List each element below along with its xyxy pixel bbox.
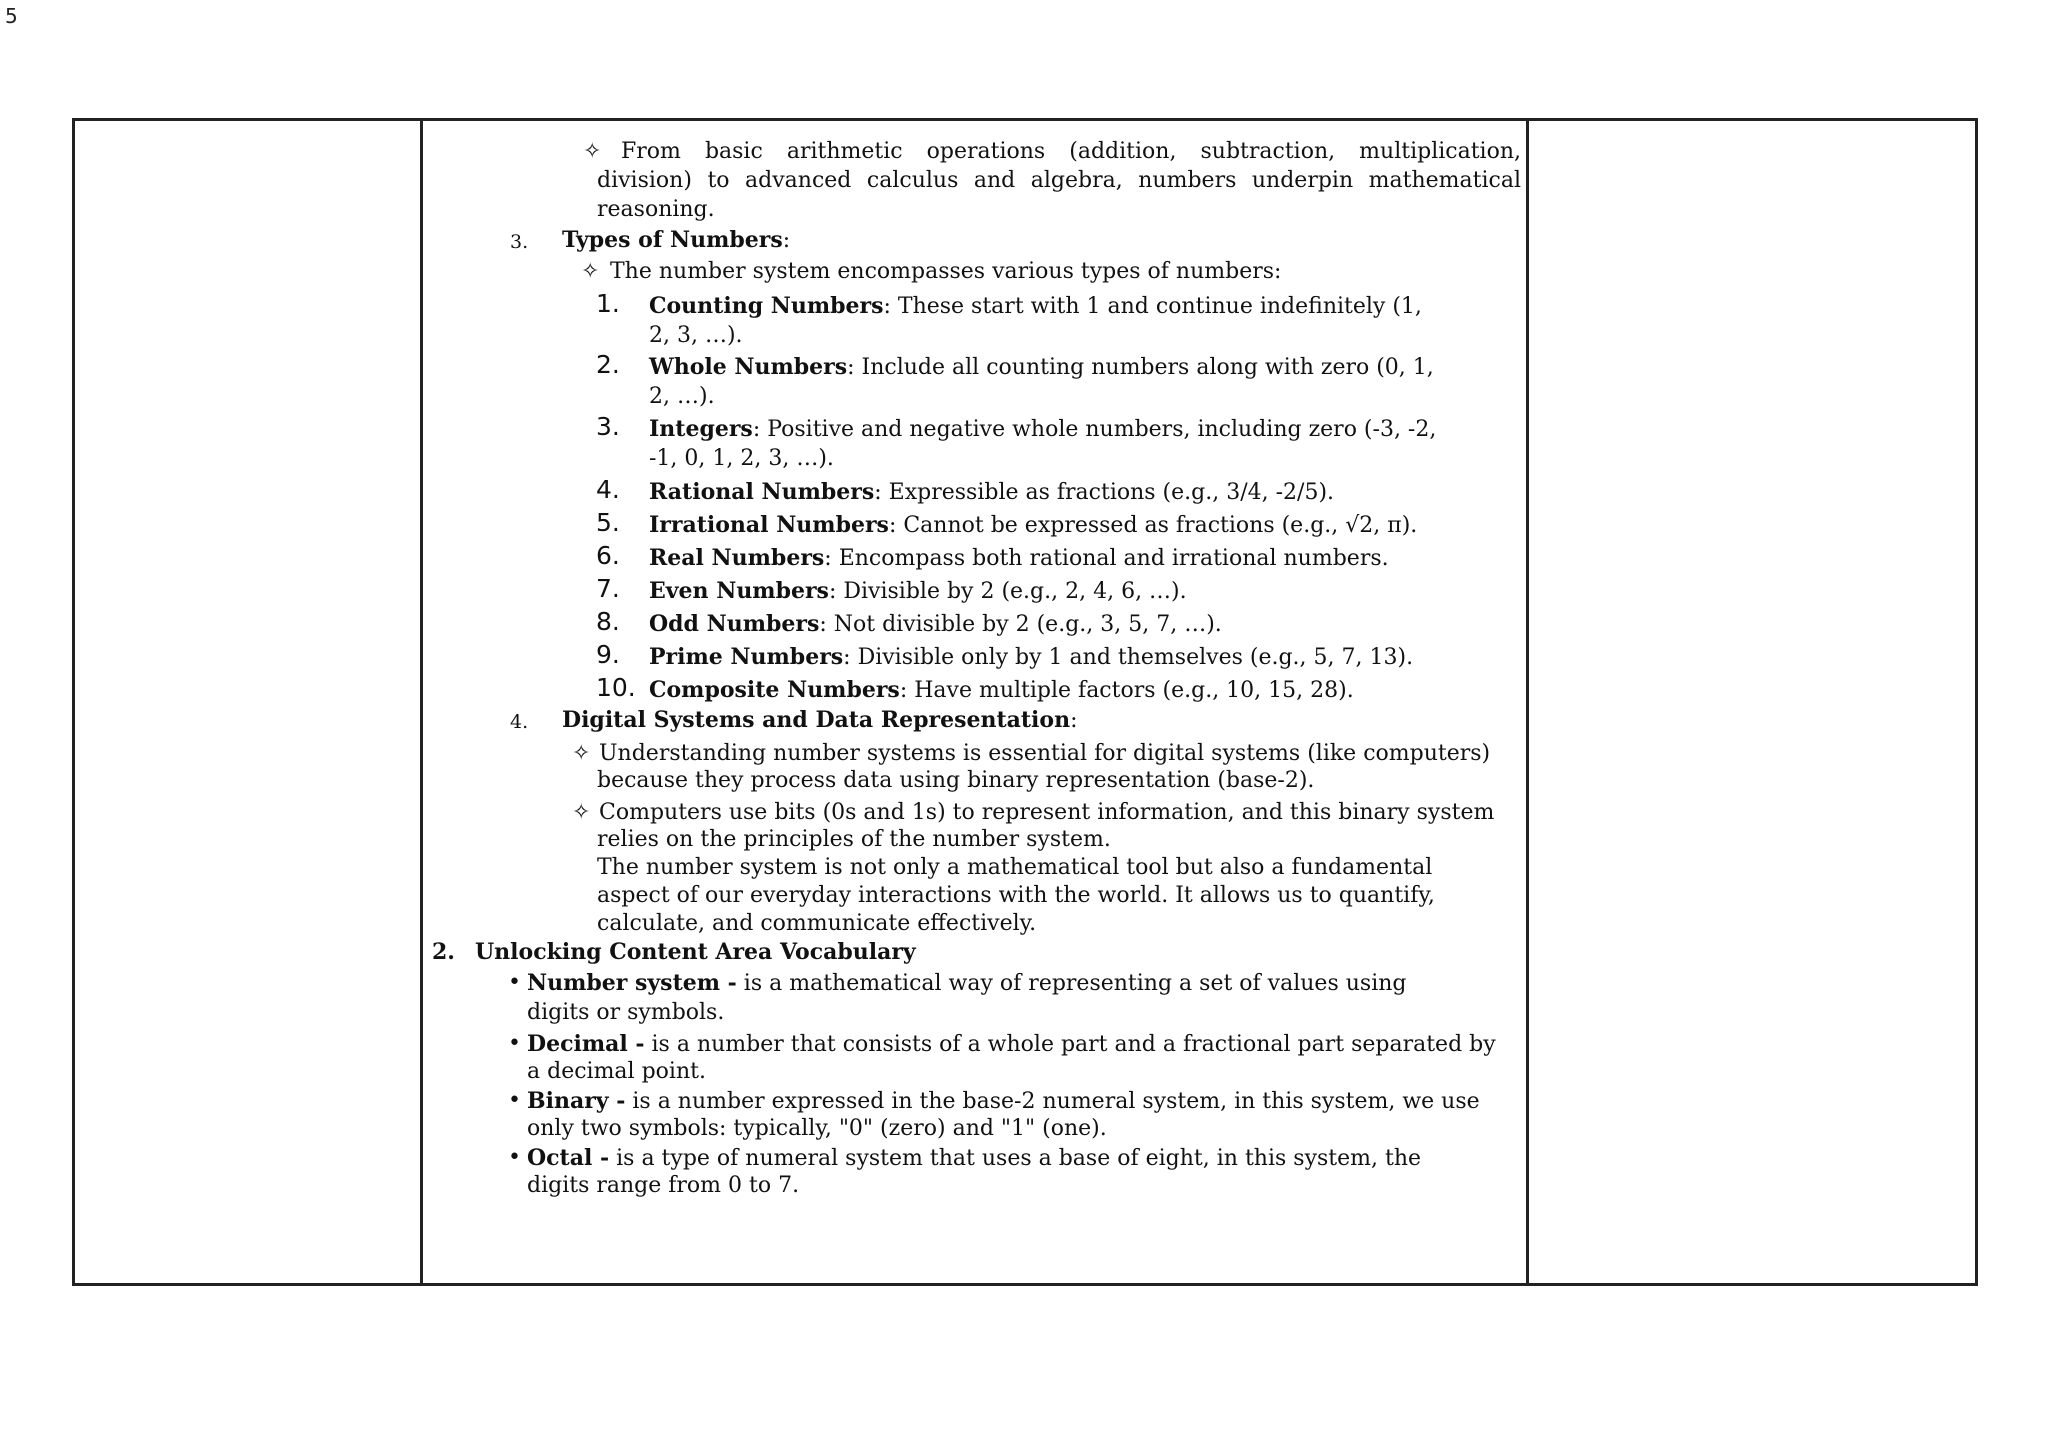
list-item-continuation: 2, …). (649, 384, 715, 409)
list-number: 8. (596, 607, 620, 636)
diamond-bullet-icon: ✧ (572, 800, 591, 825)
term: Integers (649, 416, 753, 442)
list-item-even-numbers (649, 577, 1187, 606)
word: (addition, (1069, 139, 1177, 164)
definition: : Divisible by 2 (e.g., 2, 4, 6, …). (828, 579, 1187, 604)
term: Number system - (527, 970, 737, 996)
section-3-number: 3. (510, 231, 529, 253)
list-number: 6. (596, 541, 620, 570)
word: numbers (1138, 168, 1237, 193)
closing-line-3: calculate, and communicate effectively. (597, 911, 1037, 936)
section-4-paragraph-1-cont: because they process data using binary representation (base-2). (597, 768, 1315, 793)
term: Real Numbers (649, 545, 825, 571)
term: Binary - (527, 1088, 626, 1114)
list-item-prime-numbers (649, 643, 1413, 672)
word: algebra, (1030, 168, 1123, 193)
closing-line-1: The number system is not only a mathematical tool but also a fundamental (597, 855, 1433, 880)
intro-line-1 (621, 138, 1521, 166)
list-item-continuation: 2, 3, …). (649, 323, 743, 348)
word: From (621, 139, 681, 164)
section-3-title: Types of Numbers (562, 227, 783, 253)
colon: : (1070, 708, 1078, 733)
bullet-icon: • (508, 1145, 521, 1170)
word: to (707, 168, 730, 193)
list-number: 7. (596, 574, 620, 603)
list-number: 4. (596, 475, 620, 504)
section-4-paragraph-1: Understanding number systems is essential for digital systems (like computers) (599, 741, 1491, 766)
intro-line-3: reasoning. (597, 197, 715, 222)
vocab-item-decimal (527, 1030, 1496, 1059)
vocab-item-continuation: only two symbols: typically, "0" (zero) and "1" (one). (527, 1116, 1107, 1141)
definition: : Divisible only by 1 and themselves (e.g., 5, 7, 13). (843, 645, 1414, 670)
list-number: 5. (596, 508, 620, 537)
definition: : Positive and negative whole numbers, including zero (-3, -2, (752, 417, 1437, 442)
word: operations (926, 139, 1046, 164)
vocab-item-number-system (527, 969, 1407, 998)
definition: : Not divisible by 2 (e.g., 3, 5, 7, …). (819, 612, 1222, 637)
section-4-title: Digital Systems and Data Representation (562, 707, 1071, 733)
term: Counting Numbers (649, 293, 884, 319)
vocab-section-title: Unlocking Content Area Vocabulary (475, 939, 916, 965)
closing-line-2: aspect of our everyday interactions with the world. It allows us to quantify, (597, 883, 1435, 908)
bullet-icon: • (508, 1031, 521, 1056)
vocab-section-number: 2. (432, 939, 455, 965)
definition: : Expressible as fractions (e.g., 3/4, -2/5). (874, 480, 1335, 505)
word: multiplication, (1359, 139, 1521, 164)
word: underpin (1251, 168, 1354, 193)
vocab-item-binary (527, 1087, 1480, 1116)
section-4-paragraph-2-cont: relies on the principles of the number system. (597, 827, 1111, 852)
section-4-number: 4. (510, 711, 529, 733)
list-item-composite-numbers (649, 676, 1354, 705)
word: subtraction, (1200, 139, 1336, 164)
section-4-heading (562, 706, 1078, 735)
page-number: 5 (5, 4, 18, 28)
diamond-bullet-icon: ✧ (581, 259, 600, 284)
definition: is a type of numeral system that uses a base of eight, in this system, the (609, 1146, 1422, 1171)
definition: : Cannot be expressed as fractions (e.g., √2, π). (888, 513, 1418, 538)
list-item-irrational-numbers (649, 511, 1417, 540)
list-item-whole-numbers (649, 353, 1434, 382)
list-item-integers (649, 415, 1436, 444)
term: Octal - (527, 1145, 610, 1171)
definition: is a number expressed in the base-2 numeral system, in this system, we use (625, 1089, 1480, 1114)
definition: : Include all counting numbers along with zero (0, 1, (847, 355, 1434, 380)
list-number: 9. (596, 640, 620, 669)
intro-line-2 (597, 167, 1521, 195)
section-3-heading (562, 226, 790, 255)
term: Even Numbers (649, 578, 829, 604)
term: Whole Numbers (649, 354, 848, 380)
diamond-bullet-icon: ✧ (583, 139, 602, 164)
term: Rational Numbers (649, 479, 875, 505)
list-item-real-numbers (649, 544, 1389, 573)
colon: : (782, 228, 791, 253)
column-divider-right (1526, 121, 1529, 1283)
column-divider-left (420, 121, 423, 1283)
list-number: 2. (596, 350, 620, 379)
list-item-counting-numbers (649, 292, 1422, 321)
diamond-bullet-icon: ✧ (572, 741, 591, 766)
word: advanced (745, 168, 852, 193)
definition: : Encompass both rational and irrational numbers. (824, 546, 1389, 571)
term: Irrational Numbers (649, 512, 889, 538)
list-item-continuation: -1, 0, 1, 2, 3, …). (649, 446, 834, 471)
term: Odd Numbers (649, 611, 820, 637)
list-number: 3. (596, 412, 620, 441)
word: mathematical (1368, 168, 1521, 193)
list-number: 10. (596, 673, 636, 702)
bullet-icon: • (508, 970, 521, 995)
definition: : Have multiple factors (e.g., 10, 15, 28). (899, 678, 1354, 703)
vocab-item-continuation: a decimal point. (527, 1059, 706, 1084)
word: basic (704, 139, 763, 164)
definition: : These start with 1 and continue indefinitely (1, (883, 294, 1422, 319)
bullet-icon: • (508, 1088, 521, 1113)
section-3-intro: The number system encompasses various types of numbers: (610, 259, 1282, 284)
term: Composite Numbers (649, 677, 900, 703)
word: and (973, 168, 1016, 193)
list-item-odd-numbers (649, 610, 1222, 639)
section-4-paragraph-2: Computers use bits (0s and 1s) to represent information, and this binary system (599, 800, 1495, 825)
word: calculus (866, 168, 959, 193)
vocab-item-octal (527, 1144, 1421, 1173)
term: Decimal - (527, 1031, 645, 1057)
term: Prime Numbers (649, 644, 844, 670)
definition: is a number that consists of a whole part and a fractional part separated by (644, 1032, 1496, 1057)
word: arithmetic (786, 139, 903, 164)
word: division) (597, 168, 692, 193)
vocab-item-continuation: digits range from 0 to 7. (527, 1173, 800, 1198)
list-item-rational-numbers (649, 478, 1334, 507)
vocab-item-continuation: digits or symbols. (527, 1000, 725, 1025)
list-number: 1. (596, 289, 620, 318)
definition: is a mathematical way of representing a set of values using (736, 971, 1407, 996)
